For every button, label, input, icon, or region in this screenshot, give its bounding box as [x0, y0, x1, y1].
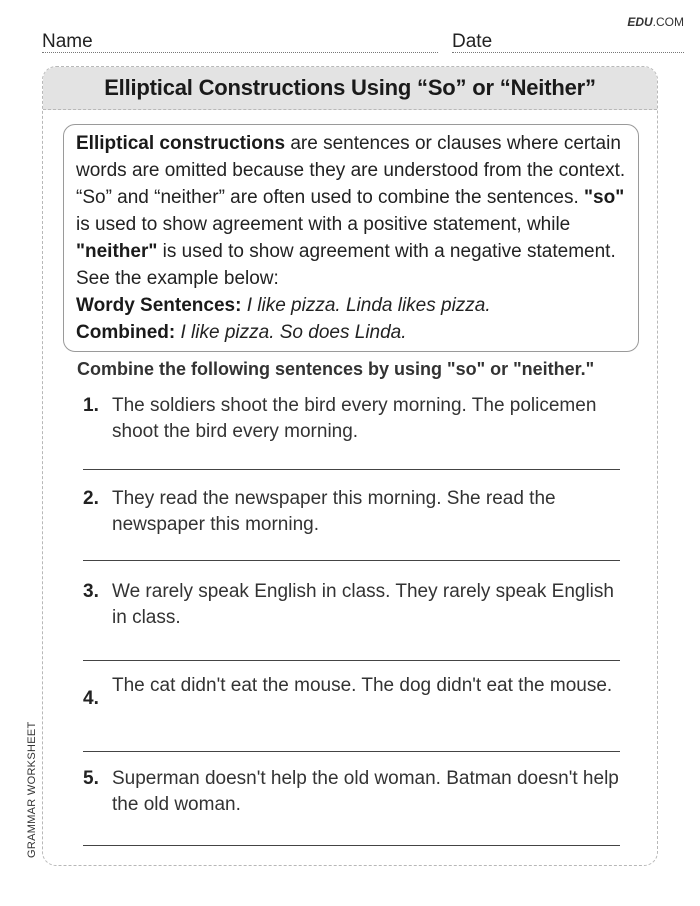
question-number: 5. [83, 768, 99, 789]
question-number: 4. [83, 688, 99, 709]
definition-term: Elliptical constructions [76, 133, 286, 154]
name-label: Name [42, 31, 93, 52]
definition-part-2: is used to show agreement with a positive statement, while [76, 214, 571, 235]
answer-line-2[interactable] [83, 560, 620, 561]
question-5 [83, 766, 628, 818]
brand-logo-bold: EDU [627, 15, 653, 29]
question-3 [83, 579, 628, 631]
question-number: 3. [83, 581, 99, 602]
definition-part-3: is used to show agreement with a negative statement. See the example below: [76, 241, 616, 289]
question-text: They read the newspaper this morning. She read the newspaper this morning. [112, 488, 556, 535]
question-number: 2. [83, 488, 99, 509]
so-keyword: "so" [584, 187, 625, 208]
worksheet-panel [42, 66, 658, 866]
combined-example [76, 319, 628, 346]
answer-line-4[interactable] [83, 751, 620, 752]
question-text: Superman doesn't help the old woman. Batman doesn't help the old woman. [112, 768, 619, 815]
wordy-example [76, 292, 628, 319]
definition-text [76, 130, 628, 292]
date-label: Date [452, 31, 493, 52]
brand-logo-suffix: .COM [652, 15, 684, 29]
instructions: Combine the following sentences by using "so" or "neither." [77, 359, 595, 379]
brand-logo [627, 15, 684, 29]
name-field[interactable] [42, 30, 438, 53]
definition-box [63, 124, 639, 352]
question-2 [83, 486, 628, 538]
question-4 [83, 673, 628, 709]
wordy-label: Wordy Sentences: [76, 295, 242, 316]
answer-line-1[interactable] [83, 469, 620, 470]
question-text: The soldiers shoot the bird every morning. The policemen shoot the bird every morning. [112, 395, 597, 442]
wordy-sentence: I like pizza. Linda likes pizza. [241, 295, 491, 316]
answer-line-3[interactable] [83, 660, 620, 661]
neither-keyword: "neither" [76, 241, 158, 262]
combined-label: Combined: [76, 322, 176, 343]
question-1 [83, 393, 628, 445]
worksheet-title: Elliptical Constructions Using “So” or “Neither” [43, 67, 657, 110]
question-number: 1. [83, 395, 99, 416]
definition-part-1: are sentences or clauses where certain words are omitted because they are understood from the context. “So” and “neither” are often used to combine the sentences. [76, 133, 626, 208]
date-field[interactable] [452, 30, 684, 53]
answer-line-5[interactable] [83, 845, 620, 846]
question-text: The cat didn't eat the mouse. The dog didn't eat the mouse. [112, 675, 613, 696]
combined-sentence: I like pizza. So does Linda. [175, 322, 407, 343]
question-text: We rarely speak English in class. They rarely speak English in class. [112, 581, 614, 628]
side-category-label: GRAMMAR WORKSHEET [26, 721, 38, 858]
